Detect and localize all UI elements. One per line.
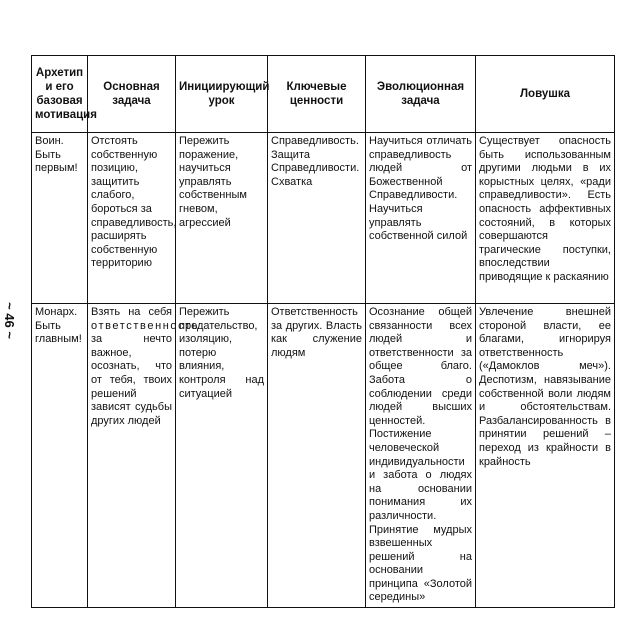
cell-evolution-task: Научиться отличать справедливость людей от Божественной Справедливости. Научиться управлять собственной силой [366,133,476,304]
cell-archetype: Монарх. Быть главным! [32,304,88,608]
cell-trap: Существует опасность быть использованным другими людьми в их корыстных целях, «ради справедливости». Есть опасность аффективных состояний, в которых совершаются трагические поступки, впоследствии приводящие к раскаянию [476,133,615,304]
cell-trap: Увлечение внешней стороной власти, ее благами, игнорируя ответственность («Дамоклов меч»). Деспотизм, навязывание собственной воли людям и обстоятельствам. Разбалансированность в принятии решений – переход из крайности в крайность [476,304,615,608]
header-archetype: Архетип и его базовая мотивация [32,56,88,133]
cell-evolution-task: Осознание общей связанности всех людей и ответственности за общее благо. Забота о соблюдении среди людей высших ценностей. Постижение человеческой индивидуальности и забота о людях на основании понимания их различности. Принятие мудрых взвешенных решений на основании принципа «Золотой середины» [366,304,476,608]
header-initiating-lesson: Инициирующий урок [176,56,268,133]
archetype-table [31,55,615,608]
main-task-emphasis: ответственность [91,319,200,332]
cell-archetype: Воин. Быть первым! [32,133,88,304]
cell-initiating-lesson: Пережить поражение, научиться управлять собственным гневом, агрессией [176,133,268,304]
header-key-values: Ключевые ценности [268,56,366,133]
page-number-text: ~ 46 ~ [1,301,17,339]
cell-initiating-lesson: Пережить предательство, изоляцию, потерю влияния, контроля над ситуацией [176,304,268,608]
cell-main-task [88,304,200,608]
page-number [0,295,18,345]
cell-main-task: Отстоять собственную позицию, защитить слабого, бороться за справедливость, расширять собственную территорию [88,133,176,304]
header-evolution-task: Эволюционная задача [366,56,476,133]
header-row [32,56,615,133]
header-main-task: Основная задача [88,56,176,133]
table-row [32,133,615,304]
cell-key-values: Ответственность за других. Власть как служение людям [268,304,366,608]
header-trap: Ловушка [476,56,615,133]
main-task-text-start: Взять на себя [91,306,172,318]
table-row [32,304,615,608]
main-task-text-end: за нечто важное, осознать, что от тебя, твоих решений зависят судьбы других людей [91,333,172,427]
cell-key-values: Справедливость. Защита Справедливости. Схватка [268,133,366,304]
